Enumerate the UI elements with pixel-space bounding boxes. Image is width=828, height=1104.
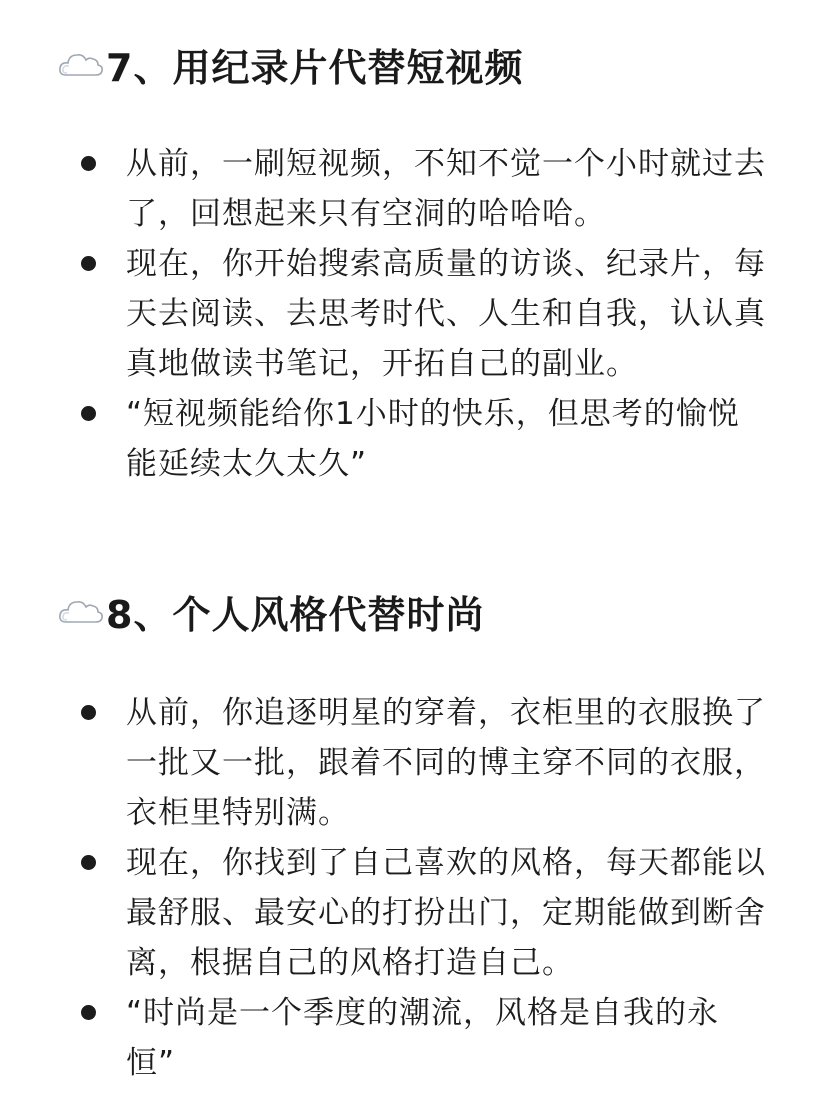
list-item	[0, 139, 766, 239]
section-heading	[58, 36, 523, 92]
section-title: 8、个人风格代替时尚	[106, 592, 485, 637]
bullet-list	[0, 688, 766, 1088]
list-item-text: 现在，你开始搜索高质量的访谈、纪录片，每天去阅读、去思考时代、人生和自我，认认真真地做读书笔记，开拓自己的副业。	[126, 246, 766, 382]
bullet-dot	[81, 705, 96, 720]
list-item-text: “短视频能给你1小时的快乐，但思考的愉悦能延续太久太久”	[126, 396, 740, 482]
section-title: 7、用纪录片代替短视频	[106, 45, 524, 90]
list-item	[0, 838, 766, 988]
bullet-dot	[81, 406, 96, 421]
cloud-icon	[58, 597, 104, 625]
bullet-dot	[81, 1005, 96, 1020]
list-item	[0, 688, 766, 838]
list-item	[0, 389, 766, 489]
list-item	[0, 239, 766, 389]
list-item-text: “时尚是一个季度的潮流，风格是自我的永恒”	[126, 995, 720, 1081]
list-item-text: 从前，一刷短视频，不知不觉一个小时就过去了，回想起来只有空洞的哈哈哈。	[126, 146, 766, 232]
list-item-text: 现在，你找到了自己喜欢的风格，每天都能以最舒服、最安心的打扮出门，定期能做到断舍离，根据自己的风格打造自己。	[126, 845, 766, 981]
section-heading	[58, 583, 484, 639]
list-item-text: 从前，你追逐明星的穿着，衣柜里的衣服换了一批又一批，跟着不同的博主穿不同的衣服，衣柜里特别满。	[126, 695, 766, 831]
list-item	[0, 988, 766, 1088]
bullet-list	[0, 139, 766, 489]
bullet-dot	[81, 256, 96, 271]
bullet-dot	[81, 855, 96, 870]
bullet-dot	[81, 156, 96, 171]
cloud-icon	[58, 50, 104, 78]
